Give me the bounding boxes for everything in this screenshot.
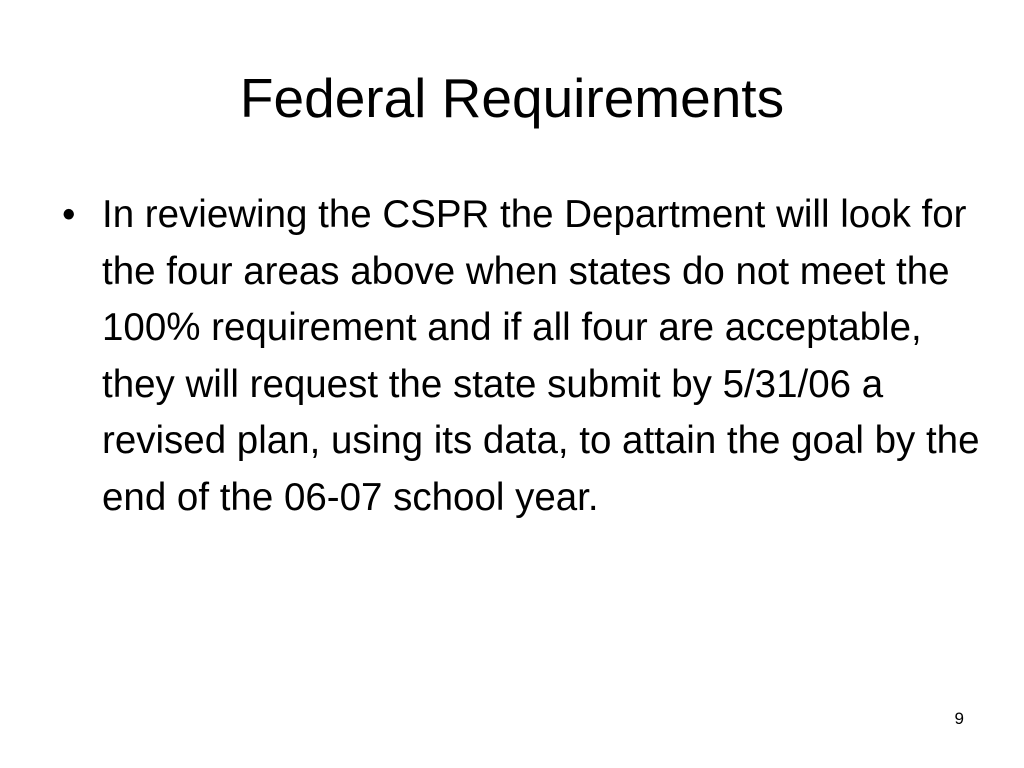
bullet-text: In reviewing the CSPR the Department will look for the four areas above when states do not meet the 100% requirement and if all four are acceptable, they will request the state submit by 5/31/06 a revised plan, using its data, to attain the goal by the end of the 06-07 school year.: [102, 193, 980, 519]
bullet-item: [62, 187, 982, 526]
slide-title: Federal Requirements: [239, 67, 785, 129]
bullet-marker: •: [62, 193, 76, 236]
bullet-list: [62, 187, 982, 526]
slide-number: 9: [954, 709, 964, 728]
